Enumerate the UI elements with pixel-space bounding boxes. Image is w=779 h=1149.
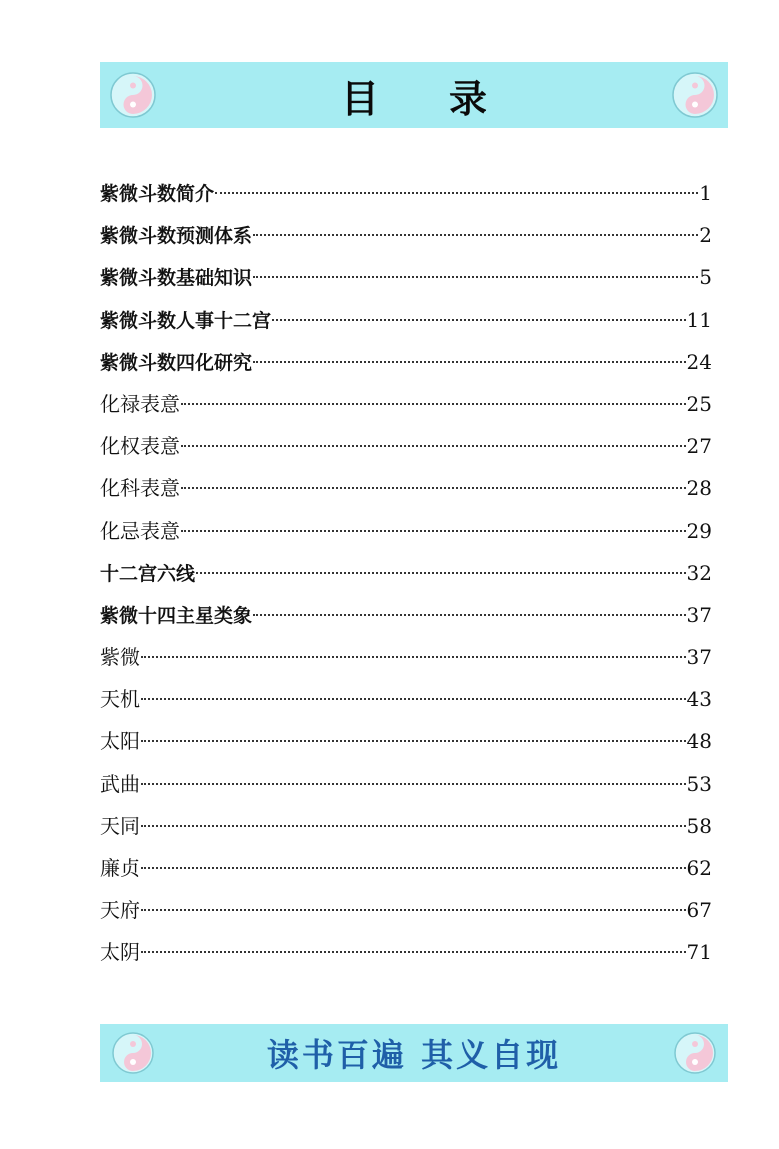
- toc-entry-page: 32: [686, 560, 712, 585]
- toc-entry-page: 29: [686, 518, 712, 543]
- dot-leader: [141, 740, 686, 742]
- toc-entry-title: 太阴: [100, 940, 140, 965]
- dot-leader: [196, 572, 686, 574]
- toc-entry-title: 化禄表意: [100, 391, 180, 416]
- toc-entry[interactable]: [100, 510, 712, 552]
- toc-entry-page: 27: [686, 434, 712, 459]
- toc-entry[interactable]: [100, 256, 712, 298]
- dot-leader: [215, 192, 698, 194]
- yin-yang-emblem-icon: [110, 1030, 156, 1076]
- toc-entry-title: 化科表意: [100, 476, 180, 501]
- toc-entry-page: 11: [686, 307, 712, 332]
- toc-entry-title: 紫微斗数基础知识: [100, 267, 253, 290]
- toc-entry[interactable]: [100, 847, 712, 889]
- toc-entry-page: 43: [686, 687, 712, 712]
- dot-leader: [141, 909, 686, 911]
- dot-leader: [141, 656, 686, 658]
- toc-entry-page: 25: [686, 391, 712, 416]
- yin-yang-emblem-icon: [672, 1030, 718, 1076]
- toc-entry-title: 紫微十四主星类象: [100, 604, 253, 627]
- toc-entry[interactable]: [100, 172, 712, 214]
- toc-entry[interactable]: [100, 805, 712, 847]
- toc-entry-title: 化忌表意: [100, 518, 180, 543]
- toc-entry[interactable]: [100, 636, 712, 678]
- dot-leader: [181, 445, 686, 447]
- toc-entry-title: 紫微斗数预测体系: [100, 225, 253, 248]
- toc-entry-title: 十二宫六线: [100, 562, 196, 585]
- toc-entry[interactable]: [100, 383, 712, 425]
- dot-leader: [253, 361, 686, 363]
- toc-entry[interactable]: [100, 931, 712, 973]
- toc-entry-title: 紫微斗数简介: [100, 183, 215, 205]
- toc-entry-page: 58: [686, 813, 712, 838]
- toc-entry-page: 53: [686, 771, 712, 796]
- footer-motto: 读书百遍 其义自现: [266, 1036, 562, 1074]
- toc-entry-title: 武曲: [100, 771, 140, 796]
- dot-leader: [141, 698, 686, 700]
- toc-entry-page: 71: [686, 940, 712, 965]
- table-of-contents: [100, 172, 712, 974]
- toc-entry-title: 太阳: [100, 729, 140, 754]
- toc-entry-page: 24: [686, 349, 712, 374]
- toc-entry-title: 紫微斗数人事十二宫: [100, 309, 272, 332]
- toc-entry[interactable]: [100, 425, 712, 467]
- dot-leader: [141, 825, 686, 827]
- toc-entry-page: 62: [686, 856, 712, 880]
- toc-entry-title: 天机: [100, 687, 140, 712]
- toc-entry[interactable]: [100, 552, 712, 594]
- toc-entry[interactable]: [100, 763, 712, 805]
- toc-entry[interactable]: [100, 467, 712, 509]
- yin-yang-emblem-icon: [672, 72, 718, 118]
- header-banner: [100, 62, 728, 128]
- dot-leader: [141, 783, 686, 785]
- toc-entry-page: 37: [686, 602, 712, 627]
- toc-entry-page: 2: [699, 223, 712, 248]
- dot-leader: [253, 276, 698, 278]
- toc-entry-page: 5: [699, 265, 712, 290]
- toc-entry-title: 廉贞: [100, 856, 140, 880]
- toc-entry-title: 化权表意: [100, 434, 180, 459]
- page-title: 目录: [340, 76, 557, 121]
- dot-leader: [181, 530, 686, 532]
- dot-leader: [253, 234, 698, 236]
- toc-entry[interactable]: [100, 889, 712, 931]
- toc-entry-title: 天府: [100, 898, 140, 923]
- toc-entry-title: 紫微: [100, 645, 140, 670]
- yin-yang-emblem-icon: [110, 72, 156, 118]
- dot-leader: [253, 614, 686, 616]
- toc-entry-page: 48: [686, 729, 712, 754]
- toc-entry[interactable]: [100, 299, 712, 341]
- toc-entry-page: 37: [686, 645, 712, 670]
- toc-entry-title: 紫微斗数四化研究: [100, 351, 253, 374]
- toc-entry-title: 天同: [100, 813, 140, 838]
- toc-entry[interactable]: [100, 214, 712, 256]
- toc-entry[interactable]: [100, 678, 712, 720]
- footer-banner: [100, 1024, 728, 1082]
- dot-leader: [181, 403, 686, 405]
- dot-leader: [272, 319, 686, 321]
- dot-leader: [181, 487, 686, 489]
- toc-entry-page: 1: [699, 181, 712, 205]
- toc-entry[interactable]: [100, 341, 712, 383]
- toc-entry[interactable]: [100, 720, 712, 762]
- dot-leader: [141, 951, 686, 953]
- toc-entry-page: 67: [686, 898, 712, 923]
- toc-entry-page: 28: [686, 476, 712, 501]
- toc-entry[interactable]: [100, 594, 712, 636]
- dot-leader: [141, 867, 686, 869]
